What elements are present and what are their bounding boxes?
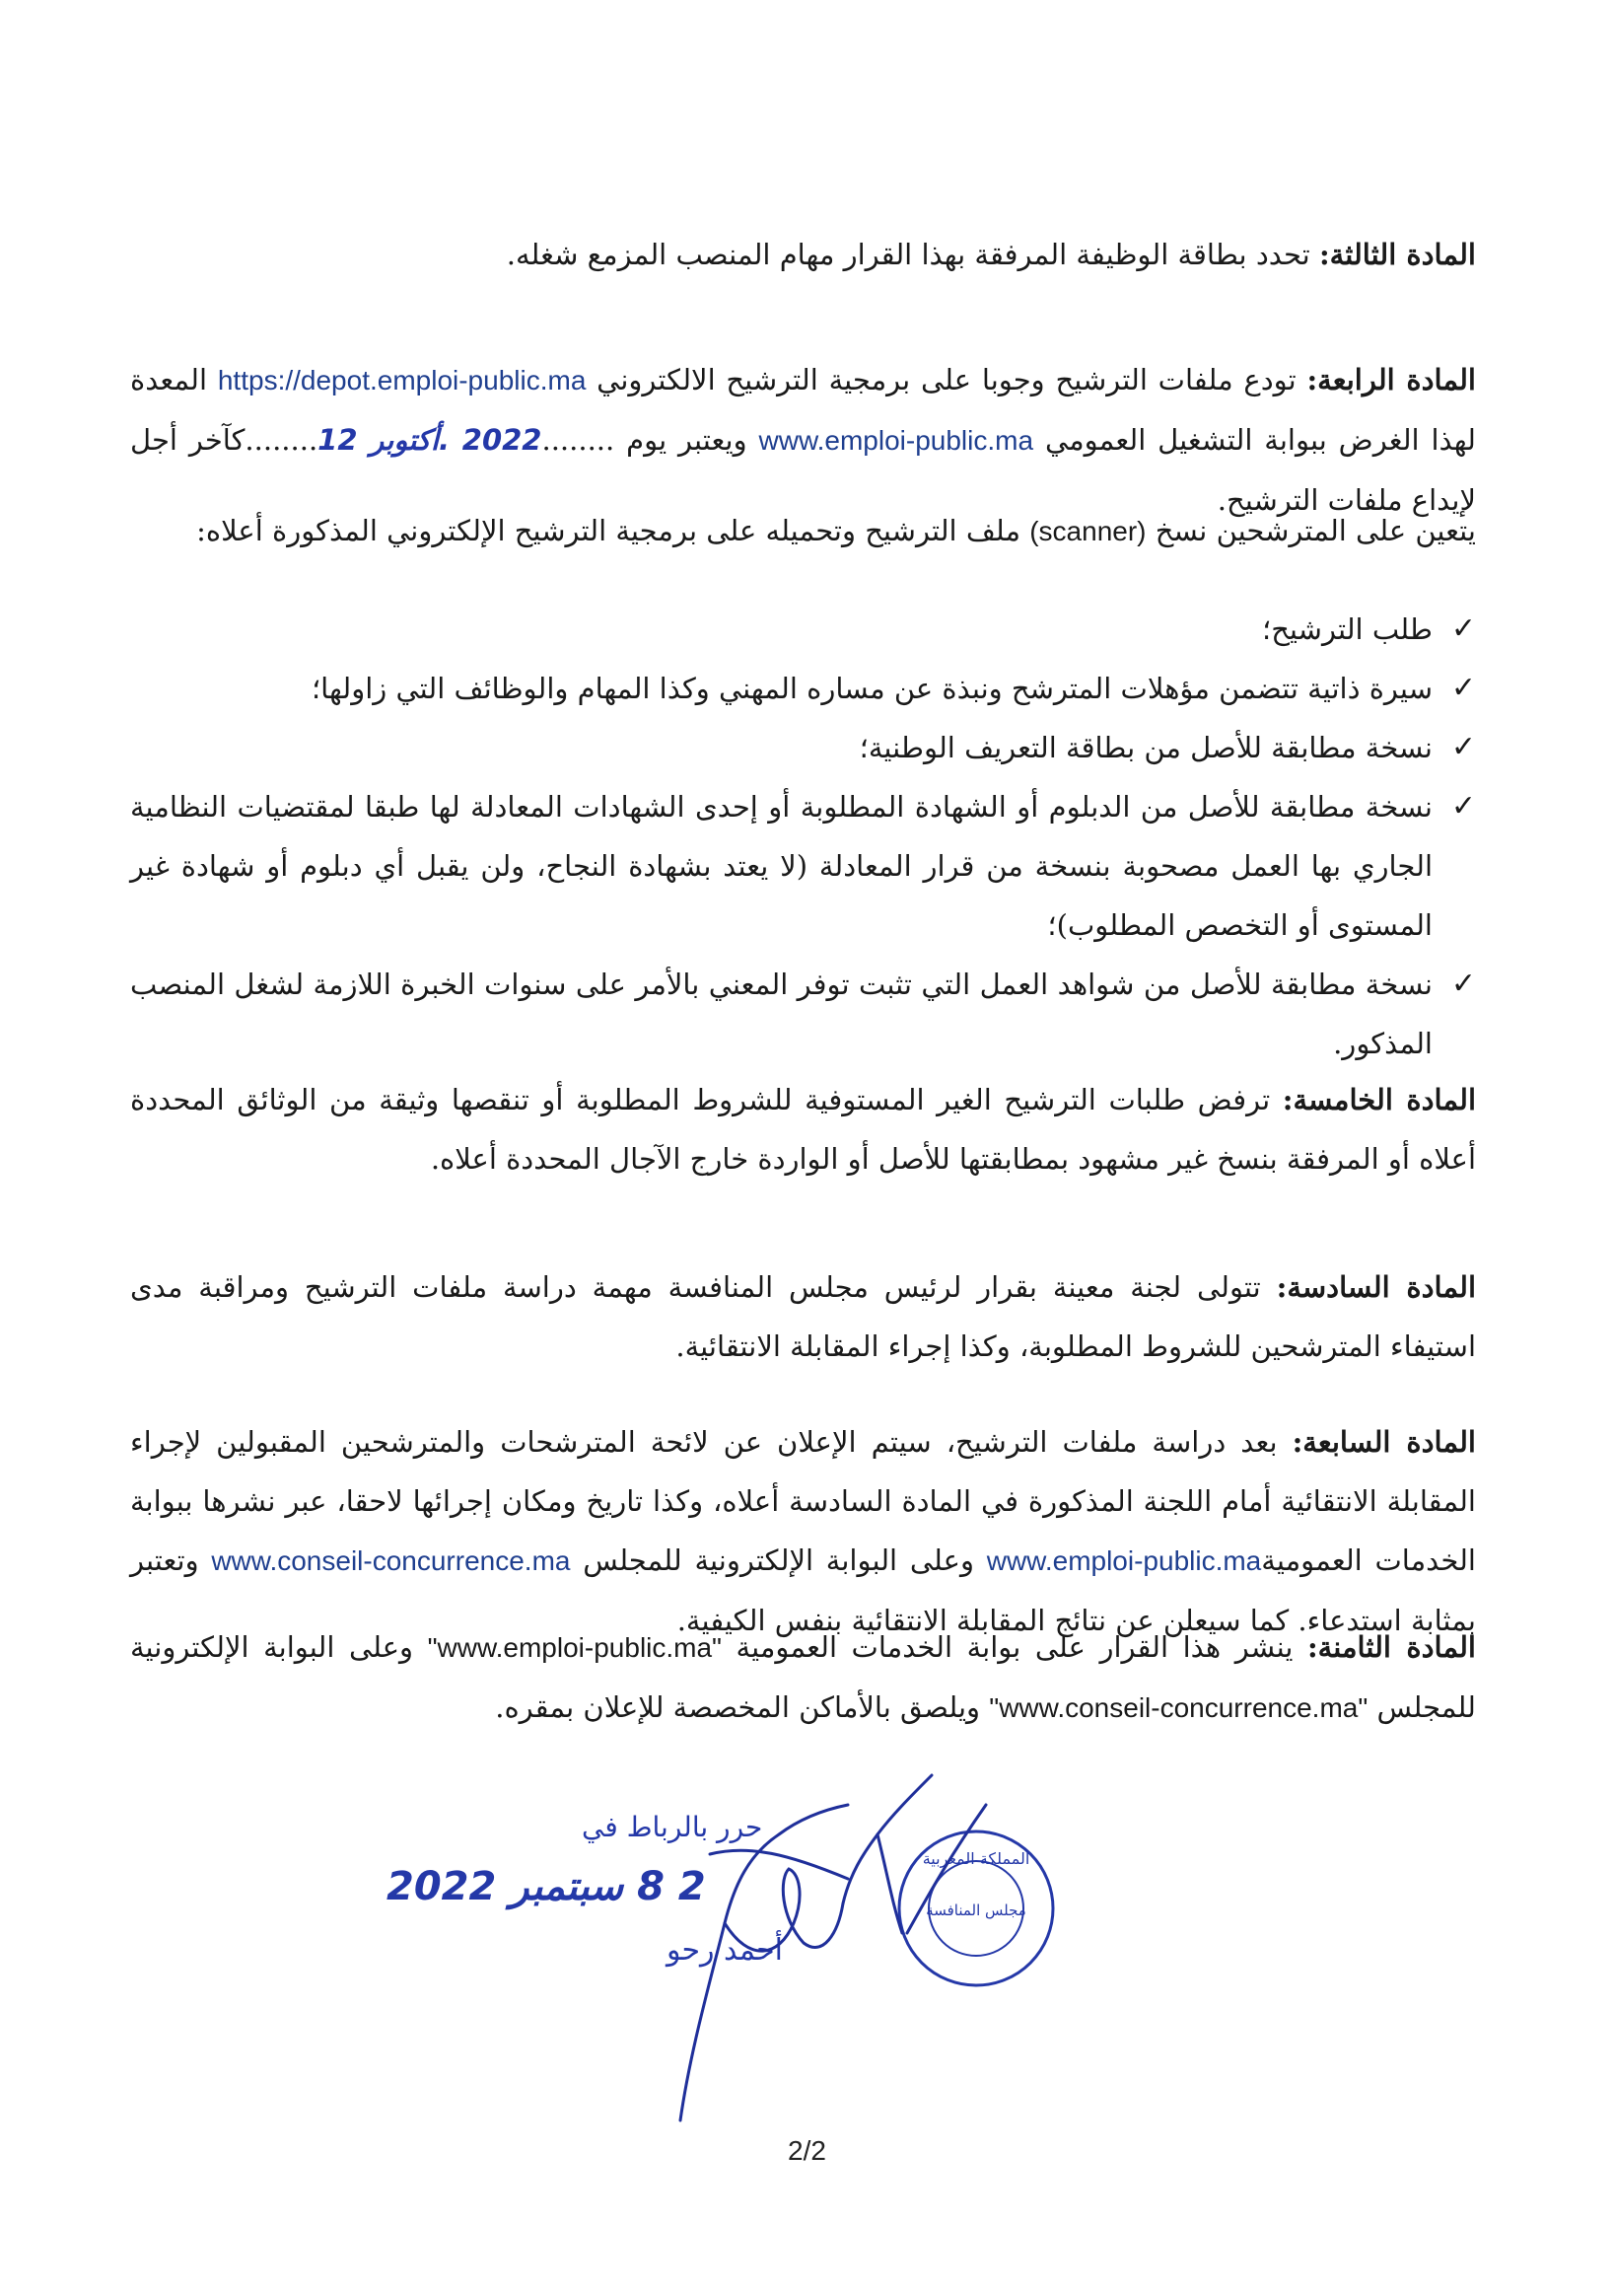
scan-text-1: يتعين على المترشحين نسخ [1146, 514, 1476, 547]
article-5-label: المادة الخامسة: [1282, 1083, 1476, 1116]
article-4-label: المادة الرابعة: [1306, 363, 1476, 396]
checkmark-icon: ✓ [1450, 730, 1476, 764]
article-8-text-3: ويلصق بالأماكن المخصصة للإعلان بمقره. [495, 1690, 990, 1724]
place-line: حرر بالرباط في [582, 1811, 763, 1843]
article-7-text-1: بعد دراسة ملفات الترشيح، سيتم الإعلان عن لائحة المترشحات والمترشحين المقبولين لإجراء المقابلة الانتقائية أمام اللجنة المذكورة في المادة السادسة أعلاه، وكذا تاريخ ومكان إجرائها لاحقا، عبر نشرها ببوابة الخدمات العمومية [130, 1425, 1476, 1577]
stamp-inner-text: مجلس المنافسة [926, 1901, 1026, 1919]
list-item-text: نسخة مطابقة للأصل من الدبلوم أو الشهادة المطلوبة أو إحدى الشهادات المعادلة لها طبقا لمقتضيات النظامية الجاري بها العمل مصحوبة بنسخة من قرار المعادلة (لا يعتد بشهادة النجاح، ولن يقبل أي دبلوم أو شهادة غير المستوى أو التخصص المطلوب)؛ [130, 790, 1433, 942]
checkmark-icon: ✓ [1450, 967, 1476, 1001]
article-3-label: المادة الثالثة: [1318, 238, 1476, 271]
article-4-text-3: ويعتبر يوم ........ [541, 423, 759, 457]
article-6-text: تتولى لجنة معينة بقرار لرئيس مجلس المنافسة مهمة دراسة ملفات الترشيح ومراقبة مدى استيفاء المترشحين للشروط المطلوبة، وكذا إجراء المقابلة الانتقائية. [130, 1270, 1476, 1363]
article-8-text-2: وعلى البوابة الإلكترونية للمجلس [130, 1630, 1476, 1724]
article-7-label: المادة السابعة: [1292, 1425, 1476, 1459]
conseil-concurrence-quoted: "www.conseil-concurrence.ma" [989, 1692, 1368, 1723]
article-7-text-2: وعلى البوابة الإلكترونية للمجلس [570, 1543, 987, 1577]
article-8-text-1: ينشر هذا القرار على بوابة الخدمات العمومية [722, 1630, 1307, 1664]
conseil-concurrence-link[interactable]: www.conseil-concurrence.ma [211, 1545, 571, 1576]
article-5-text: ترفض طلبات الترشيح الغير المستوفية للشروط المطلوبة أو تنقصها وثيقة من الوثائق المحددة أعلاه أو المرفقة بنسخ غير مشهود بمطابقتها للأصل أو الواردة خارج الآجال المحددة أعلاه. [130, 1083, 1476, 1176]
scan-text-2: ملف الترشيح وتحميله على برمجية الترشيح الإلكتروني المذكورة أعلاه: [196, 514, 1030, 547]
checkmark-icon: ✓ [1450, 611, 1476, 646]
emploi-public-quoted: "www.emploi-public.ma" [427, 1632, 722, 1663]
article-6-label: المادة السادسة: [1276, 1270, 1476, 1304]
checkmark-icon: ✓ [1450, 671, 1476, 705]
list-item-text: سيرة ذاتية تتضمن مؤهلات المترشح ونبذة عن مساره المهني وكذا المهام والوظائف التي زاولها؛ [311, 672, 1433, 705]
page-number: 2/2 [788, 2135, 826, 2166]
list-item-text: نسخة مطابقة للأصل من شواهد العمل التي تثبت توفر المعني بالأمر على سنوات الخبرة اللازمة لشغل المنصب المذكور. [130, 968, 1433, 1060]
article-4-text-2: المعدة لهذا الغرض ببوابة التشغيل العمومي [130, 363, 1476, 457]
article-4-text-1: تودع ملفات الترشيح وجوبا على برمجية الترشيح الالكتروني [586, 363, 1307, 396]
handwritten-signature [680, 1775, 986, 2120]
signature-date: 2 8 سبتمبر 2022 [386, 1864, 706, 1909]
article-3-text: تحدد بطاقة الوظيفة المرفقة بهذا القرار مهام المنصب المزمع شغله. [506, 238, 1319, 271]
article-8-label: المادة الثامنة: [1306, 1630, 1476, 1664]
signer-name: أحمد رحو [666, 1933, 784, 1968]
depot-url-link[interactable]: https://depot.emploi-public.ma [217, 365, 587, 395]
article-7-text-3: وتعتبر بمثابة استدعاء. كما سيعلن عن نتائج المقابلة الانتقائية بنفس الكيفية. [130, 1543, 1476, 1637]
stamp-text: المملكة المغربية [922, 1849, 1030, 1868]
emploi-public-link[interactable]: www.emploi-public.ma [758, 425, 1034, 456]
article-4-text-4: ........كآخر أجل لإيداع ملفات الترشيح. [130, 423, 1476, 517]
handwritten-deadline-date: 2022 .أكتوبر 12 [317, 423, 542, 457]
list-item-text: طلب الترشيح؛ [1261, 612, 1433, 646]
emploi-public-link-2[interactable]: www.emploi-public.ma [986, 1545, 1262, 1576]
scanner-term: (scanner) [1029, 516, 1147, 546]
list-item-text: نسخة مطابقة للأصل من بطاقة التعريف الوطنية؛ [859, 731, 1433, 764]
checkmark-icon: ✓ [1450, 789, 1476, 824]
